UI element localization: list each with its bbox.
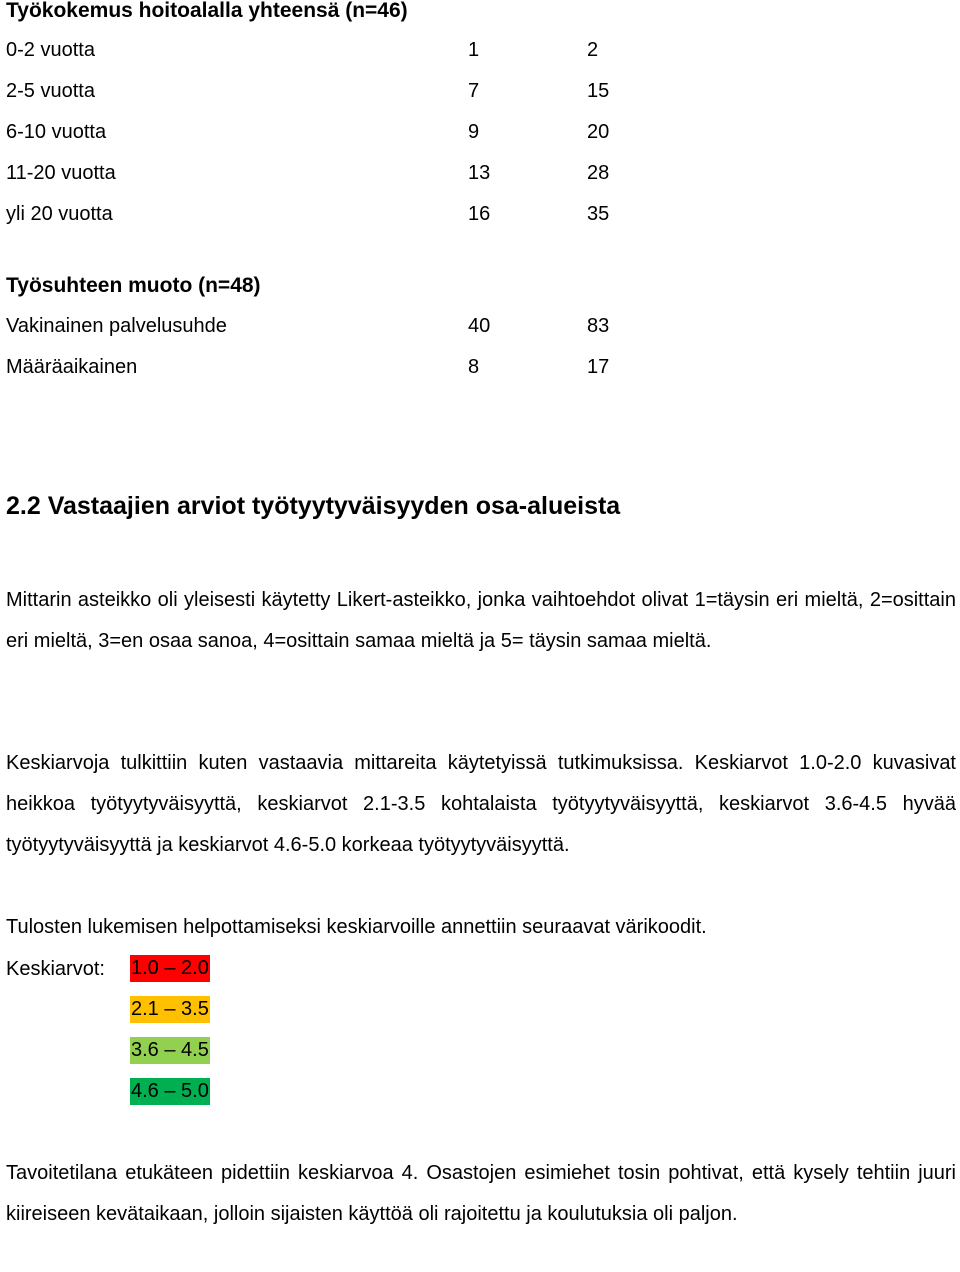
row-count: 9 (468, 121, 480, 143)
table-row (6, 160, 706, 186)
row-label: 2-5 vuotta (6, 80, 95, 102)
table-row (6, 313, 706, 339)
row-label: 6-10 vuotta (6, 121, 107, 143)
row-percent: 35 (587, 203, 610, 225)
row-percent: 17 (587, 356, 610, 378)
legend-swatch-good: 3.6 – 4.5 (130, 1037, 210, 1064)
section-heading: 2.2 Vastaajien arviot työtyytyväisyyden osa-alueista (6, 492, 621, 520)
table-row (6, 354, 706, 380)
row-count: 13 (468, 162, 491, 184)
table-row (6, 201, 706, 227)
legend-swatch-low: 1.0 – 2.0 (130, 955, 210, 982)
employment-title: Työsuhteen muoto (n=48) (6, 274, 261, 297)
row-percent: 2 (587, 39, 599, 61)
table-row (6, 119, 706, 145)
table-row (6, 78, 706, 104)
legend-swatch-moderate: 2.1 – 3.5 (130, 996, 210, 1023)
legend-label: Keskiarvot: (6, 958, 105, 980)
row-label: yli 20 vuotta (6, 203, 113, 225)
row-percent: 28 (587, 162, 610, 184)
row-label: 11-20 vuotta (6, 162, 116, 184)
row-label: Vakinainen palvelusuhde (6, 315, 227, 337)
row-count: 40 (468, 315, 491, 337)
row-label: Määräaikainen (6, 356, 138, 378)
row-percent: 15 (587, 80, 610, 102)
row-count: 7 (468, 80, 480, 102)
color-codes-intro: Tulosten lukemisen helpottamiseksi keskiarvoille annettiin seuraavat värikoodit. (6, 916, 707, 938)
experience-title: Työkokemus hoitoalalla yhteensä (n=46) (6, 0, 408, 22)
interpretation-paragraph: Keskiarvoja tulkittiin kuten vastaavia mittareita käytetyissä tutkimuksissa. Keskiarvot 1.0-2.0 kuvasivat heikkoa työtyytyväisyyttä, keskiarvot 2.1-3.5 kohtalaista työtyytyväisyyttä, keskiarvot 3.6-4.5 hyvää työtyytyväisyyttä ja keskiarvot 4.6-5.0 korkeaa työtyytyväisyyttä. (6, 752, 956, 856)
table-row (6, 37, 706, 63)
target-paragraph: Tavoitetilana etukäteen pidettiin keskiarvoa 4. Osastojen esimiehet tosin pohtivat, että kysely tehtiin juuri kiireiseen kevätaikaan, jolloin sijaisten käyttöä oli rajoitettu ja koulutuksia oli paljon. (6, 1162, 956, 1225)
row-label: 0-2 vuotta (6, 39, 95, 61)
row-count: 8 (468, 356, 480, 378)
row-count: 16 (468, 203, 491, 225)
row-percent: 83 (587, 315, 610, 337)
scale-paragraph: Mittarin asteikko oli yleisesti käytetty Likert-asteikko, jonka vaihtoehdot olivat 1=täysin eri mieltä, 2=osittain eri mieltä, 3=en osaa sanoa, 4=osittain samaa mieltä ja 5= täysin samaa mieltä. (6, 589, 956, 652)
row-count: 1 (468, 39, 480, 61)
legend-swatch-high: 4.6 – 5.0 (130, 1078, 210, 1105)
row-percent: 20 (587, 121, 610, 143)
